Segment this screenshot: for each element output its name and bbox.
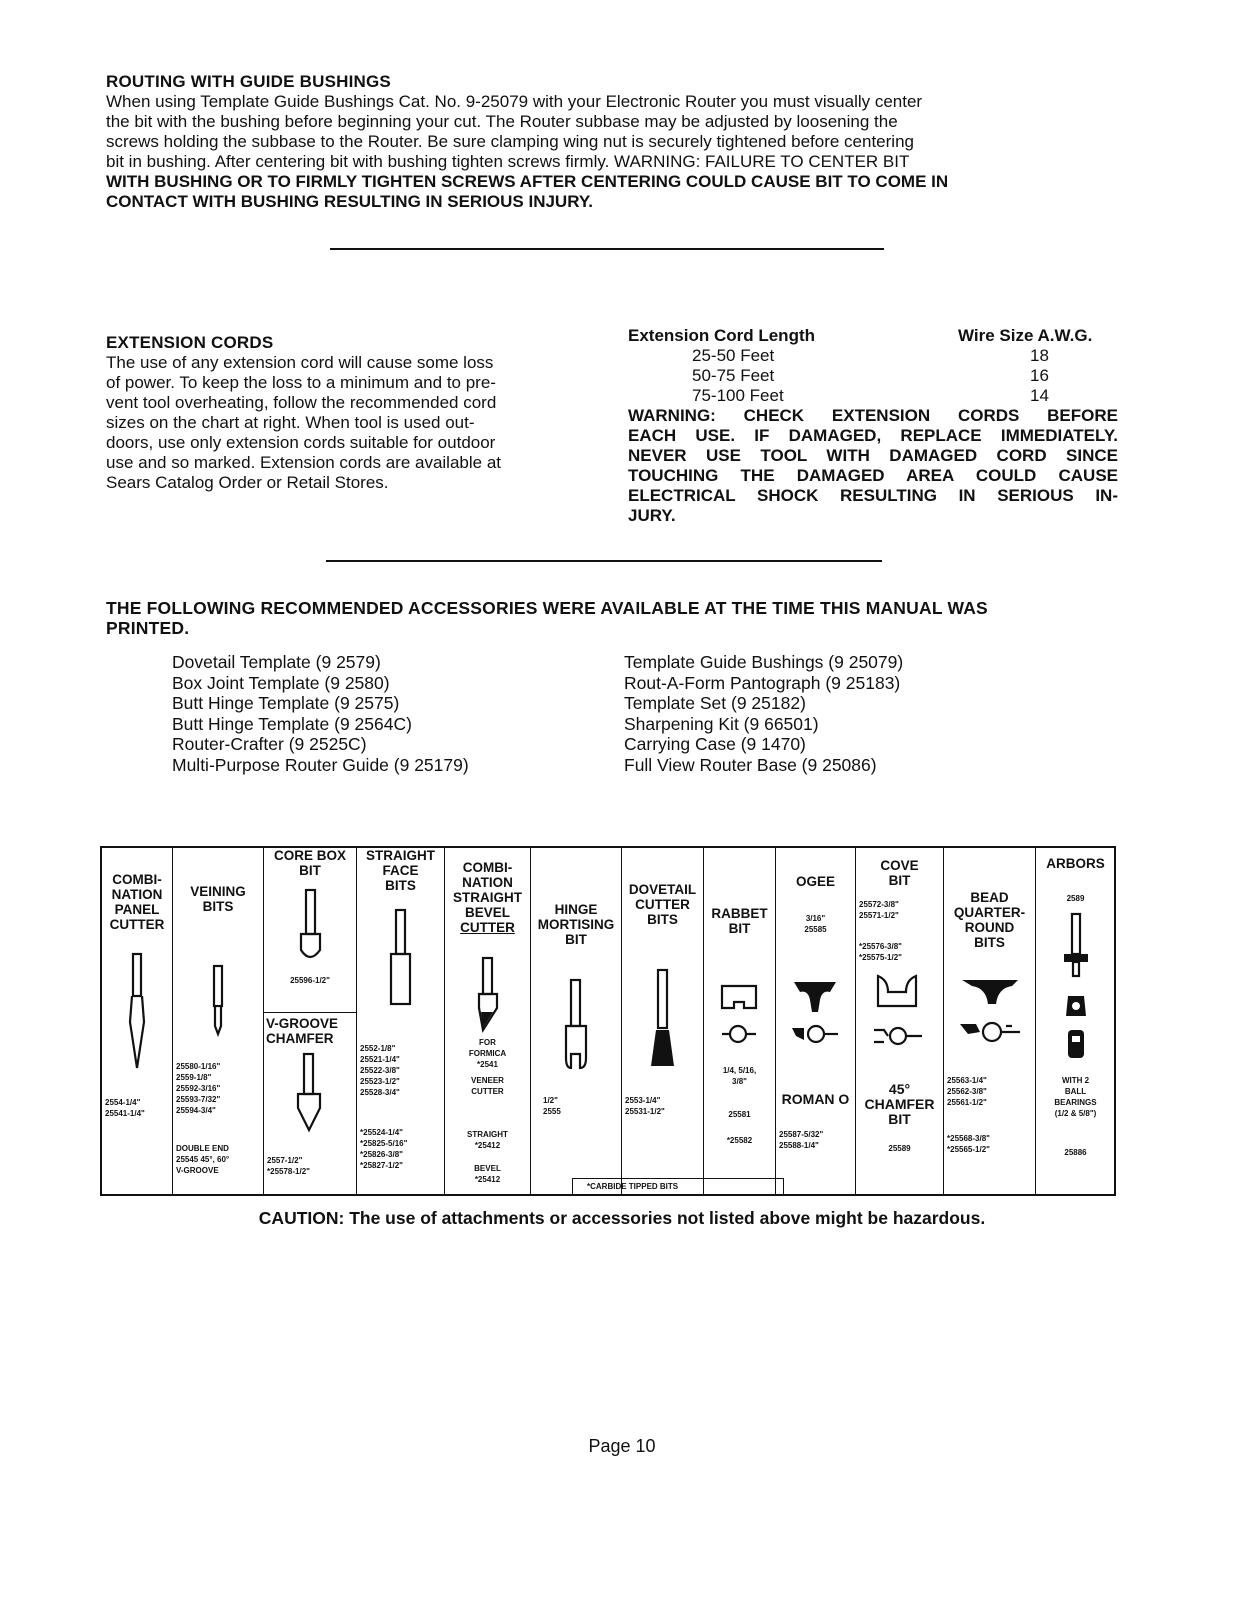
part-number: 25528-3/4" <box>360 1088 400 1097</box>
col-panel-cutter <box>102 848 173 1194</box>
accessory-item: Rout-A-Form Pantograph (9 25183) <box>624 672 901 693</box>
accessory-item: Carrying Case (9 1470) <box>624 734 806 754</box>
extension-paragraph <box>106 353 596 493</box>
warning-line: WARNING: CHECK EXTENSION CORDS BEFORE <box>628 406 1118 425</box>
divider <box>330 248 884 250</box>
part-number: 2552-1/8" <box>360 1044 396 1053</box>
col-straight-bevel-cutter <box>445 848 531 1194</box>
part-number: 1/4, 5/16, <box>722 1066 757 1075</box>
part-number: *25576-3/8" <box>859 942 902 951</box>
core-box-bit-icon <box>296 888 326 964</box>
part-number: 25571-1/2" <box>859 911 899 920</box>
roman-ogee-label: ROMAN O <box>781 1091 850 1107</box>
col-header: COMBI- NATION STRAIGHT BEVEL CUTTER <box>453 860 522 935</box>
part-number: 25596-1/2" <box>290 976 330 985</box>
part-number: 2557-1/2" <box>267 1156 303 1165</box>
part-number: 25572-3/8" <box>859 900 899 909</box>
accessory-item: Sharpening Kit (9 66501) <box>624 713 819 734</box>
col-header: STRAIGHT FACE BITS <box>366 848 435 893</box>
part-number: 1/2" <box>543 1096 558 1105</box>
part-number: *25826-3/8" <box>360 1150 403 1159</box>
extension-line: The use of any extension cord will cause some loss <box>106 353 494 372</box>
routing-warning-line: CONTACT WITH BUSHING RESULTING IN SERIOUS INJURY. <box>106 192 594 211</box>
part-number: 25585 <box>804 925 827 934</box>
arbor-icon <box>1060 912 1092 1062</box>
routing-line: bit in bushing. After centering bit with bushing tighten screws firmly. WARNING: FAILURE TO CENTER BIT <box>106 152 910 171</box>
part-number: *2541 <box>477 1060 498 1069</box>
cord-length: 50-75 Feet <box>692 366 775 385</box>
col-header: RABBET BIT <box>711 906 768 936</box>
dovetail-bit-icon <box>648 968 678 1068</box>
col-hinge-mortising-bit <box>531 848 622 1194</box>
heading-line: PRINTED. <box>106 618 190 638</box>
accessory-item: Dovetail Template (9 2579) <box>172 652 381 672</box>
part-number: 25592-3/16" <box>176 1084 221 1093</box>
cord-length-header: Extension Cord Length <box>628 326 815 345</box>
warning-line: NEVER USE TOOL WITH DAMAGED CORD SINCE <box>628 446 1118 465</box>
extension-line: use and so marked. Extension cords are available at <box>106 453 502 472</box>
col-veining-bits <box>173 848 264 1194</box>
warning-line: ELECTRICAL SHOCK RESULTING IN SERIOUS IN- <box>628 486 1118 505</box>
accessory-item: Full View Router Base (9 25086) <box>624 754 877 775</box>
bevel-cutter-bit-icon <box>473 956 503 1032</box>
part-number: *25582 <box>726 1136 753 1145</box>
chamfer-header: 45° CHAMFER BIT <box>864 1081 935 1127</box>
extension-warning <box>628 406 1118 506</box>
wire-size: 16 <box>1030 366 1049 385</box>
double-end-label: 25545 45°, 60° <box>176 1155 230 1164</box>
part-number: 25593-7/32" <box>176 1095 221 1104</box>
col-dovetail-cutter-bits <box>622 848 704 1194</box>
part-number: *25827-1/2" <box>360 1161 403 1170</box>
col-header: COMBI- NATION PANEL CUTTER <box>109 872 165 932</box>
routing-title: ROUTING WITH GUIDE BUSHINGS <box>106 72 391 91</box>
arbor-note: (1/2 & 5/8") <box>1054 1109 1097 1118</box>
part-number: 25523-1/2" <box>360 1077 400 1086</box>
accessories-list-left <box>172 652 469 775</box>
extension-warning-end: JURY. <box>628 506 676 525</box>
ogee-bit-icon <box>790 978 842 1050</box>
accessories-heading <box>106 598 988 638</box>
col-header: COVE BIT <box>880 858 919 888</box>
panel-cutter-bit-icon <box>127 952 147 1070</box>
extension-line: doors, use only extension cords suitable for outdoor <box>106 433 496 452</box>
part-number: 2555 <box>543 1107 561 1116</box>
part-number: 25563-1/4" <box>947 1076 987 1085</box>
router-bits-chart <box>100 846 1116 1196</box>
part-number: 3/16" <box>805 914 826 923</box>
part-number: 25587-5/32" <box>779 1130 824 1139</box>
part-number: 2589 <box>1066 894 1085 903</box>
arbor-note: BALL <box>1064 1087 1087 1096</box>
wire-size-header: Wire Size A.W.G. <box>958 326 1093 345</box>
col-straight-face-bits <box>357 848 445 1194</box>
part-label: FOR <box>479 1038 496 1047</box>
part-number: *25578-1/2" <box>267 1167 310 1176</box>
col-header: VEINING BITS <box>190 884 246 914</box>
col-header: DOVETAIL CUTTER BITS <box>628 882 697 927</box>
veining-bit-icon <box>209 964 229 1036</box>
arbor-note: WITH 2 <box>1061 1076 1090 1085</box>
col-header: OGEE <box>795 874 835 889</box>
routing-warning-line: WITH BUSHING OR TO FIRMLY TIGHTEN SCREWS AFTER CENTERING COULD CAUSE BIT TO COME IN <box>106 172 949 191</box>
extension-line: Sears Catalog Order or Retail Stores. <box>106 473 389 492</box>
part-number: *25412 <box>474 1175 501 1184</box>
part-label: BEVEL <box>474 1164 501 1173</box>
part-number: 25580-1/16" <box>176 1062 221 1071</box>
warning-line: EACH USE. IF DAMAGED, REPLACE IMMEDIATELY. <box>628 426 1118 445</box>
accessory-item: Box Joint Template (9 2580) <box>172 672 390 693</box>
col-ogee-bit <box>776 848 856 1194</box>
part-number: 25522-3/8" <box>360 1066 400 1075</box>
routing-line: the bit with the bushing before beginning your cut. The Router subbase may be adjusted by loosening the <box>106 112 898 131</box>
cord-length: 25-50 Feet <box>692 346 775 365</box>
extension-line: of power. To keep the loss to a minimum and to pre- <box>106 373 496 392</box>
col-header: CORE BOX BIT <box>273 848 346 878</box>
cord-length: 75-100 Feet <box>692 386 784 405</box>
part-number: 3/8" <box>732 1077 747 1086</box>
cell-divider <box>264 1012 356 1013</box>
part-number: *25565-1/2" <box>947 1145 990 1154</box>
part-number: 25581 <box>728 1110 751 1119</box>
accessory-item: Router-Crafter (9 2525C) <box>172 734 367 754</box>
col-core-box-bit <box>264 848 357 1194</box>
part-number: 2559-1/8" <box>176 1073 212 1082</box>
part-number: 25541-1/4" <box>105 1109 145 1118</box>
warning-line: TOUCHING THE DAMAGED AREA COULD CAUSE <box>628 466 1118 485</box>
wire-size: 18 <box>1030 346 1049 365</box>
part-number: 25589 <box>888 1144 911 1153</box>
part-number: 25588-1/4" <box>779 1141 819 1150</box>
part-label: VENEER <box>471 1076 504 1085</box>
part-number: *25568-3/8" <box>947 1134 990 1143</box>
routing-line: screws holding the subbase to the Router. Be sure clamping wing nut is securely tightened before centering <box>106 132 914 151</box>
part-number: 25594-3/4" <box>176 1106 216 1115</box>
part-number: 2553-1/4" <box>625 1096 661 1105</box>
rabbet-bit-icon <box>718 982 762 1048</box>
arbor-note: BEARINGS <box>1054 1098 1097 1107</box>
part-number: *25575-1/2" <box>859 953 902 962</box>
extension-line: vent tool overheating, follow the recommended cord <box>106 393 497 412</box>
v-groove-header: V-GROOVE CHAMFER <box>266 1016 339 1046</box>
col-header: HINGE MORTISING BIT <box>537 902 615 947</box>
part-number: *25412 <box>474 1141 501 1150</box>
part-number: *25524-1/4" <box>360 1128 403 1137</box>
part-label: FORMICA <box>468 1049 507 1058</box>
part-number: 25521-1/4" <box>360 1055 400 1064</box>
part-number: 25561-1/2" <box>947 1098 987 1107</box>
heading-line: THE FOLLOWING RECOMMENDED ACCESSORIES WERE AVAILABLE AT THE TIME THIS MANUAL WAS <box>106 598 988 618</box>
part-number: 25531-1/2" <box>625 1107 665 1116</box>
col-header: BEAD QUARTER- ROUND BITS <box>953 890 1026 950</box>
v-groove-bit-icon <box>294 1052 324 1132</box>
accessory-item: Butt Hinge Template (9 2564C) <box>172 713 412 734</box>
extension-title: EXTENSION CORDS <box>106 333 274 352</box>
col-rabbet-bit <box>704 848 776 1194</box>
double-end-label: DOUBLE END <box>176 1144 229 1153</box>
accessories-list-right <box>624 652 903 775</box>
part-number: 2554-1/4" <box>105 1098 141 1107</box>
straight-face-bit-icon <box>385 908 417 1006</box>
page-number: Page 10 <box>588 1436 656 1456</box>
part-number: 25886 <box>1064 1148 1087 1157</box>
cove-bit-icon <box>870 972 926 1056</box>
carbide-tipped-note: *CARBIDE TIPPED BITS <box>572 1178 784 1196</box>
col-arbors <box>1036 848 1116 1194</box>
double-end-label: V-GROOVE <box>176 1166 219 1175</box>
divider <box>326 560 882 562</box>
accessory-item: Butt Hinge Template (9 2575) <box>172 693 400 713</box>
accessory-item: Multi-Purpose Router Guide (9 25179) <box>172 754 469 775</box>
hinge-mortising-bit-icon <box>559 978 593 1072</box>
wire-size: 14 <box>1030 386 1049 405</box>
col-cove-bit <box>856 848 944 1194</box>
routing-line: When using Template Guide Bushings Cat. No. 9-25079 with your Electronic Router you must visually center <box>106 92 923 111</box>
extension-line: sizes on the chart at right. When tool is used out- <box>106 413 475 432</box>
part-number: *25825-5/16" <box>360 1139 408 1148</box>
accessory-item: Template Guide Bushings (9 25079) <box>624 652 904 672</box>
routing-paragraph <box>106 92 1136 212</box>
part-number: 25562-3/8" <box>947 1087 987 1096</box>
caution-text: CAUTION: The use of attachments or accessories not listed above might be hazardous. <box>258 1208 986 1228</box>
part-label: STRAIGHT <box>467 1130 508 1139</box>
accessory-item: Template Set (9 25182) <box>624 693 806 713</box>
bead-bit-icon <box>954 976 1030 1050</box>
col-bead-quarter-round-bits <box>944 848 1036 1194</box>
col-header: ARBORS <box>1046 856 1105 871</box>
part-label: CUTTER <box>471 1087 504 1096</box>
